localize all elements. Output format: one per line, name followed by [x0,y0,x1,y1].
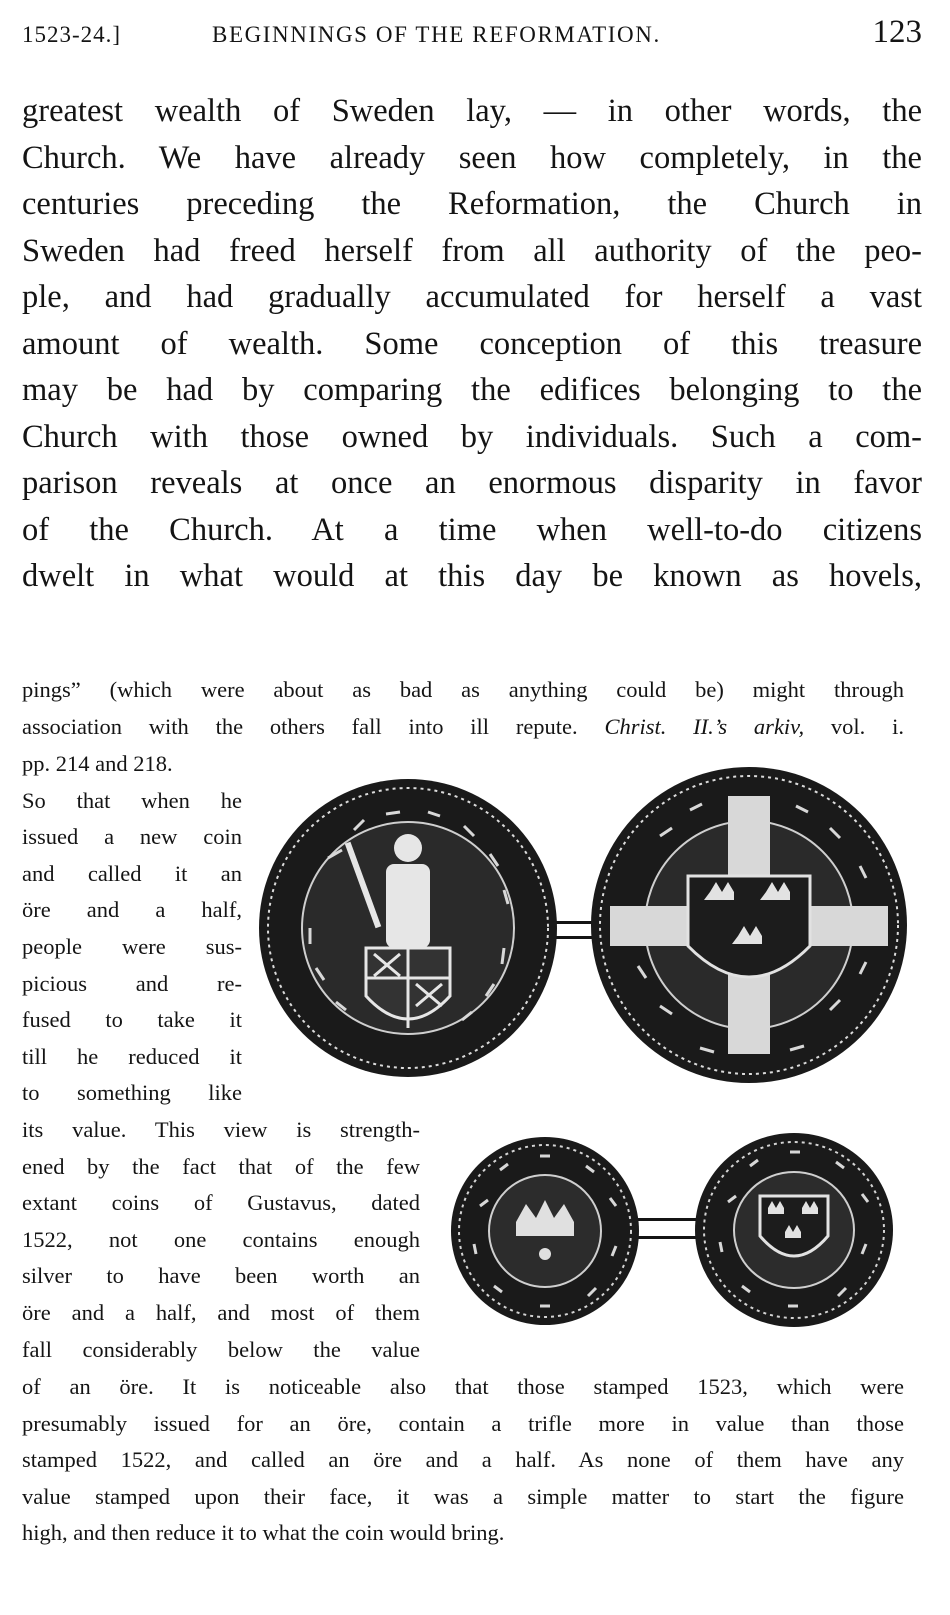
body-line: may be had by comparing the edifices belonging to the [22,372,922,408]
connector-line [554,921,594,924]
footnote-line: ened by the fact that of the few [22,1153,420,1179]
body-line: amount of wealth. Some conception of this treasure [22,325,922,362]
footnote-line: silver to have been worth an [22,1263,420,1289]
body-line: Sweden had freed herself from all authority of the peo- [22,232,922,269]
footnote-line: 1522, not one contains enough [22,1226,420,1252]
body-line: dwelt in what would at this day be known as hovels, [22,558,922,594]
body-line: ple, and had gradually accumulated for herself a vast [22,279,922,315]
footnote-line: of an öre. It is noticeable also that those stamped 1523, which were [22,1374,904,1399]
footnote-line: pings” (which were about as bad as anything could be) might through [22,677,904,702]
footnote-mid-column [22,1112,420,1368]
footnote-line: So that when he [22,787,242,813]
footnote-line: fused to take it [22,1007,242,1033]
footnote-line: till he reduced it [22,1043,242,1069]
small-coin-pair [450,1132,894,1328]
footnote-line: value stamped upon their face, it was a simple matter to start the figure [22,1483,904,1509]
footnote-line: to something like [22,1080,242,1106]
footnote-bottom [22,1369,904,1552]
large-coin-pair [258,766,908,1088]
footnote-line: pp. 214 and 218. [22,751,173,776]
body-line: Church with those owned by individuals. Such a com- [22,418,922,455]
page-number: 123 [872,14,922,50]
footnote-line: high, and then reduce it to what the coin would bring. [22,1520,505,1546]
footnote-citation: Christ. II.’s arkiv, [604,713,805,739]
footnote-line: stamped 1522, and called an öre and a half. As none of them have any [22,1447,904,1473]
coin-obverse-crown-icon [450,1136,640,1326]
body-line: of the Church. At a time when well-to-do citizens [22,511,922,548]
coin-reverse-cross-crowns-icon [590,766,908,1084]
header-section-years: 1523-24.] [22,22,122,47]
footnote-text: association with the others fall into ill repute. [22,713,605,739]
body-line: centuries preceding the Reformation, the Church in [22,186,922,222]
coin-reverse-shield-crowns-icon [694,1132,894,1328]
connector-line [554,936,594,939]
footnote-line: öre and a half, and most of them [22,1299,420,1325]
footnote-line [22,709,904,746]
footnote-line: fall considerably below the value [22,1336,420,1362]
coin-obverse-saint-icon [258,778,558,1078]
footnote-top [22,672,904,745]
footnote-line: its value. This view is strength- [22,1117,420,1142]
footnote-line: picious and re- [22,970,242,996]
footnote-text: vol. i. [804,713,904,739]
body-line: parison reveals at once an enormous disparity in favor [22,465,922,501]
footnote-line: öre and a half, [22,897,242,923]
body-line: Church. We have already seen how completely, in the [22,139,922,176]
footnote-narrow-column [22,746,242,1112]
running-header [22,14,922,54]
footnote-line: issued a new coin [22,824,242,850]
footnote-line: and called it an [22,860,242,886]
body-line: greatest wealth of Sweden lay, — in other words, the [22,93,922,129]
footnote-line: extant coins of Gustavus, dated [22,1190,420,1216]
header-chapter-title: BEGINNINGS OF THE REFORMATION. [212,22,661,47]
footnote-line: presumably issued for an öre, contain a trifle more in value than those [22,1410,904,1436]
main-paragraph [22,88,922,600]
footnote-line: people were sus- [22,933,242,959]
